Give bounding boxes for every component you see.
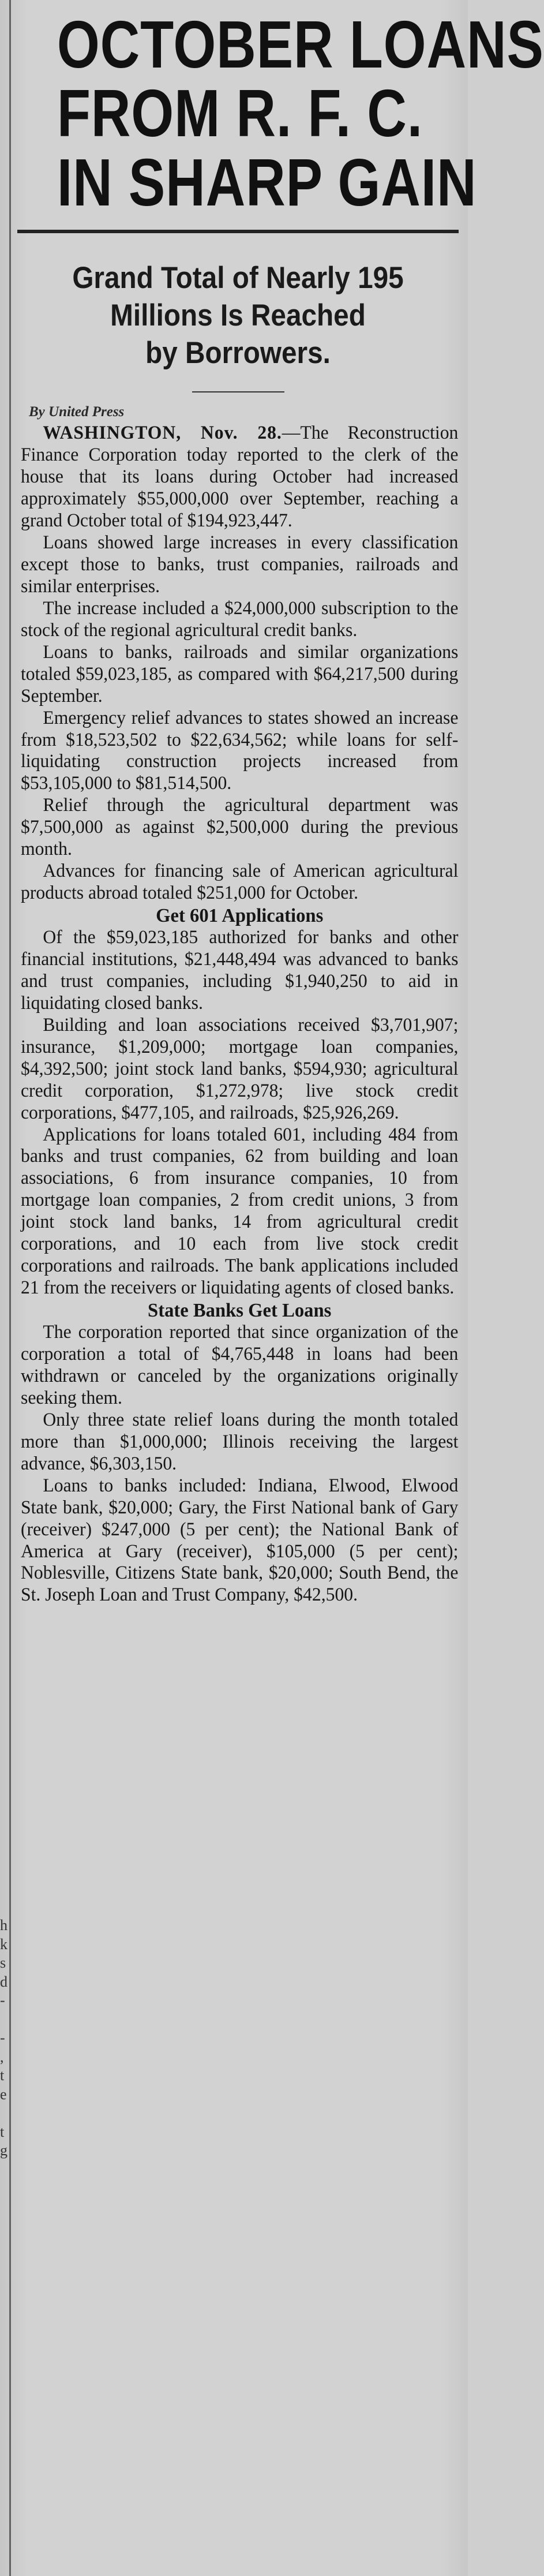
section-divider bbox=[192, 391, 284, 392]
fragment: g bbox=[0, 2142, 7, 2159]
fragment: , bbox=[0, 2048, 4, 2065]
paragraph-13: Loans to banks included: Indiana, Elwood, Elwood State bank, $20,000; Gary, the First National bank of Gary (receiver) $247,000 (5 per cent); the National Bank of America at Gary (receiver), $105,000 (5 per cent); Noblesville, Citizens State bank, $20,000; South Bend, the St. Joseph Loan and Trust Company, $42,500. bbox=[21, 1475, 459, 1606]
dateline: WASHINGTON, Nov. 28. bbox=[43, 423, 282, 444]
fragment: t bbox=[0, 2067, 5, 2084]
paragraph-1-text: —The Reconstruction Finance Corporation today reported to the clerk of the house that its loans during October had increased approximately $55,000,000 over September, reaching a grand October total of $194,923,447. bbox=[21, 423, 459, 532]
fragment: e bbox=[0, 2085, 7, 2103]
paragraph-5: Emergency relief advances to states showed an increase from $18,523,502 to $22,634,562; while loans for self-liquidating construction projects increased from $53,105,000 to $81,514,500. bbox=[21, 707, 459, 794]
fragment bbox=[0, 2010, 8, 2029]
paragraph-2: Loans showed large increases in every classification except those to banks, trust companies, railroads and similar enterprises. bbox=[21, 532, 459, 597]
fragment: t bbox=[0, 2123, 5, 2140]
subheadline bbox=[44, 260, 432, 372]
paragraph-7: Advances for financing sale of American agricultural products abroad totaled $251,000 for October. bbox=[21, 861, 459, 904]
fragment bbox=[0, 2104, 8, 2123]
fragment: - bbox=[0, 2029, 5, 2046]
paragraph-9: Building and loan associations received $3,701,907; insurance, $1,209,000; mortgage loan companies, $4,392,500; joint stock land banks, $594,930; agricultural credit corporation, $1,272,978; live stock credit corporations, $477,105, and railroads, $25,926,269. bbox=[21, 1014, 459, 1123]
paragraph-3: The increase included a $24,000,000 subscription to the stock of the regional agricultural credit banks. bbox=[21, 597, 459, 641]
fragment: k bbox=[0, 1935, 7, 1953]
paragraph-10: Applications for loans totaled 601, including 484 from banks and trust companies, 62 from building and loan associations, 6 from insurance companies, 10 from mortgage loan companies, 2 from credit unions, 3 from joint stock land banks, 14 from agricultural credit corporations, and 10 each from live stock credit corporations and railroads. The bank applications included 21 from the receivers or liquidating agents of closed banks. bbox=[21, 1124, 459, 1299]
headline-line-2: FROM R. F. C. bbox=[57, 76, 423, 151]
paragraph-6: Relief through the agricultural department was $7,500,000 as against $2,500,000 during the previous month. bbox=[21, 795, 459, 860]
paragraph-8: Of the $59,023,185 authorized for banks and other financial institutions, $21,448,494 was advanced to banks and trust companies, including $1,940,250 to aid in liquidating closed banks. bbox=[21, 927, 459, 1014]
fragment: - bbox=[0, 1992, 5, 2009]
headline bbox=[57, 0, 544, 220]
headline-line-3: IN SHARP GAIN bbox=[57, 144, 477, 220]
byline: By United Press bbox=[29, 404, 125, 420]
paragraph-1 bbox=[21, 423, 458, 532]
paragraph-4: Loans to banks, railroads and similar organizations totaled $59,023,185, as compared with $64,217,500 during September. bbox=[21, 641, 459, 706]
adjacent-column-fragments bbox=[0, 1916, 8, 2160]
paragraph-11: The corporation reported that since organization of the corporation a total of $4,765,448 in loans had been withdrawn or canceled by the organizations originally seeking them. bbox=[21, 1322, 459, 1408]
column-rule bbox=[9, 0, 11, 2576]
headline-rule bbox=[17, 230, 459, 233]
paragraph-12: Only three state relief loans during the month totaled more than $1,000,000; Illinois receiving the largest advance, $6,303,150. bbox=[21, 1409, 459, 1474]
article-body bbox=[21, 423, 458, 1606]
subheadline-line-1: Grand Total of Nearly 195 bbox=[72, 261, 404, 296]
fragment: d bbox=[0, 1973, 7, 1990]
subheadline-line-3: by Borrowers. bbox=[145, 335, 331, 370]
article-column bbox=[17, 0, 544, 2576]
subheadline-line-2: Millions Is Reached bbox=[110, 298, 366, 333]
section-heading-applications: Get 601 Applications bbox=[156, 905, 324, 926]
headline-line-1: OCTOBER LOANS bbox=[57, 7, 544, 82]
fragment: h bbox=[0, 1917, 7, 1934]
section-heading-state-banks: State Banks Get Loans bbox=[148, 1300, 332, 1322]
fragment: s bbox=[0, 1954, 6, 1971]
